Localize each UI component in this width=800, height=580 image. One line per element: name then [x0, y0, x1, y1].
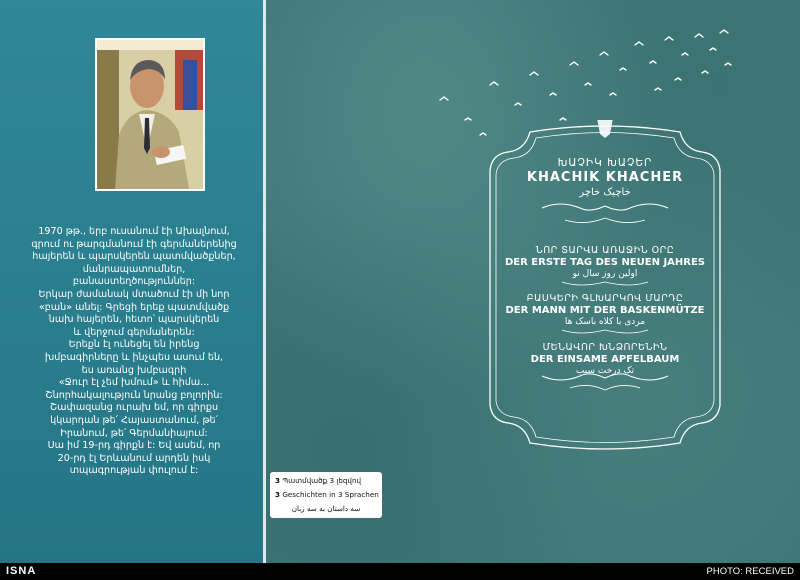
- footer-bar: [0, 563, 800, 580]
- story-title-2: [480, 293, 730, 327]
- back-line: հայերեն և պարսկերեն պատմվածքներ,: [32, 251, 236, 263]
- photo-credit: PHOTO: RECEIVED: [706, 566, 794, 577]
- sticker-count: 3: [275, 490, 281, 499]
- back-line: Երեքն էլ ունեցել են իրենց: [68, 339, 200, 351]
- back-line: Իրանում, թե՛ Գերմանիայում:: [60, 427, 208, 439]
- back-line: նախ հայերեն, հետո՝ պարսկերեն: [48, 314, 220, 326]
- story-title-1: [480, 245, 730, 279]
- back-line: գրում ու թարգմանում էի գերմաներենից: [31, 238, 237, 250]
- story-3-armenian: ՄԵՆԱՎՈՐ ԽՆՁՈՐԵՆԻՆ: [542, 342, 668, 353]
- author-name-armenian: ԽԱՉԻԿ ԽԱՉԵՐ: [557, 157, 653, 169]
- sticker-text: Geschichten in 3 Sprachen: [282, 490, 379, 499]
- back-line: ես առանց խմբագրի: [81, 364, 187, 376]
- story-2-persian: مردی با کلاه باسک ها: [564, 317, 646, 327]
- back-line: «Ջուր էլ չեմ խմում» և հիմա...: [58, 377, 210, 389]
- story-3-persian: تک درخت سیب: [575, 366, 635, 376]
- back-line: 20-րդ էլ Երևանում արդեն իսկ: [57, 452, 211, 464]
- back-line: 1970 թթ., երբ ուսանում էի Ախալնում,: [38, 226, 230, 237]
- author-photo: [95, 38, 205, 191]
- sticker-line-armenian: [275, 474, 382, 488]
- sticker-text: Պատմվածք 3 լեզվով: [282, 476, 362, 485]
- back-cover-text: [18, 226, 250, 478]
- back-line: և վերջում գերմաներեն:: [73, 326, 195, 338]
- back-line: Շափազանց ուրախ եմ, որ գիրքս: [49, 402, 219, 414]
- language-sticker: [270, 472, 382, 518]
- story-3-german: DER EINSAME APFELBAUM: [530, 354, 680, 365]
- sticker-line-german: [275, 488, 382, 502]
- back-line: խմբագիրները և ինչպես ասում են,: [44, 351, 224, 363]
- sticker-count: 3: [275, 476, 281, 485]
- author-portrait-image: [97, 40, 203, 189]
- back-line: մանրապատումներ,: [82, 263, 186, 275]
- sticker-line-persian: سه داستان به سه زبان: [291, 504, 361, 513]
- back-line: Շնորհակալություն նրանց բոլորին:: [45, 389, 223, 401]
- author-name-latin: KHACHIK KHACHER: [526, 170, 684, 185]
- back-line: «բան» անել: Գրեցի երեք պատմվածք: [38, 301, 230, 313]
- back-line: կկարդան թե՛ Հայաստանում, թե՛: [50, 414, 218, 426]
- story-1-armenian: ՆՈՐ ՏԱՐՎԱ ԱՌԱՋԻՆ ՕՐԸ: [535, 245, 675, 256]
- story-1-persian: اولین روز سال نو: [572, 269, 638, 279]
- back-line: Սա իմ 19-րդ գիրքն է: Եվ ասեմ, որ: [47, 440, 221, 452]
- story-title-3: [480, 342, 730, 376]
- back-line: բանաստեղծություններ:: [72, 276, 196, 288]
- story-2-armenian: ԲԱՍԿԵՐԻ ԳԼԽԱՐԿՈՎ ՄԱՐԴԸ: [526, 293, 684, 304]
- author-name-persian: خاچیک خاچر: [579, 187, 631, 198]
- back-line: տպագրության փուլում է:: [69, 465, 199, 477]
- back-line: Երկար ժամանակ մտածում էի մի նոր: [38, 288, 230, 300]
- story-1-german: DER ERSTE TAG DES NEUEN JAHRES: [504, 257, 706, 268]
- story-2-german: DER MANN MIT DER BASKENMÜTZE: [505, 305, 705, 316]
- agency-logo: ISNA: [6, 565, 37, 577]
